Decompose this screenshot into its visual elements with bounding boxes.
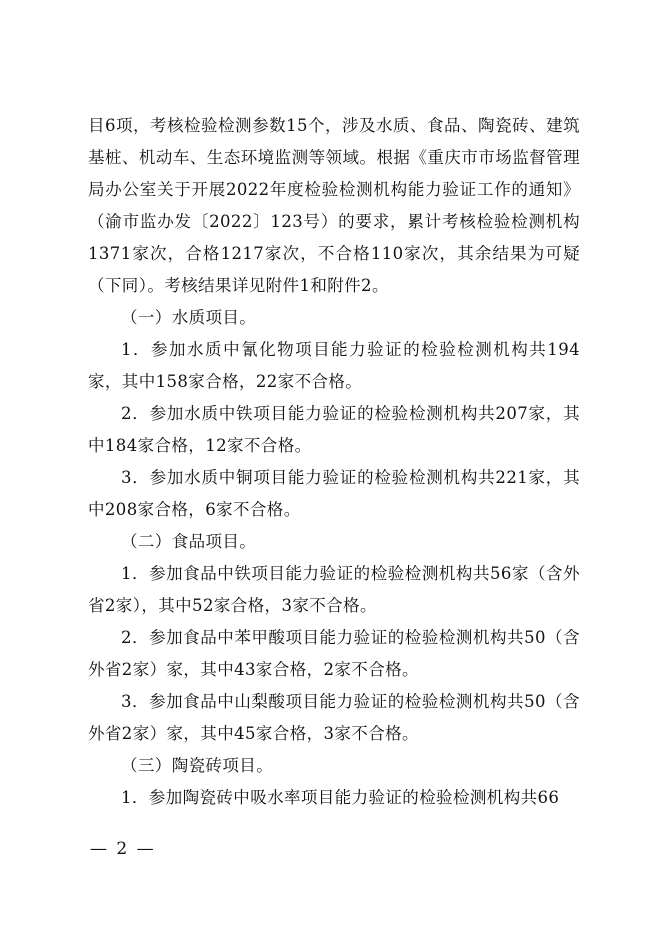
section-heading-ceramic-tile: （三）陶瓷砖项目。 [121, 756, 274, 775]
food-item-2: 2．参加食品中苯甲酸项目能力验证的检验检测机构共50（含外省2家）家，其中43家合格，2家不合格。 [88, 628, 580, 679]
water-item-1: 1．参加水质中氰化物项目能力验证的检验检测机构共194家，其中158家合格，22家不合格。 [88, 340, 580, 391]
document-body [88, 110, 580, 814]
food-item-1: 1．参加食品中铁项目能力验证的检验检测机构共56家（含外省2家），其中52家合格，3家不合格。 [88, 564, 580, 615]
food-item-3: 3．参加食品中山梨酸项目能力验证的检验检测机构共50（含外省2家）家，其中45家合格，3家不合格。 [88, 692, 580, 743]
intro-paragraph: 目6项，考核检验检测参数15个，涉及水质、食品、陶瓷砖、建筑基桩、机动车、生态环境监测等领域。根据《重庆市市场监督管理局办公室关于开展2022年度检验检测机构能力验证工作的通知》（渝市监办发〔2022〕123号）的要求，累计考核检验检测机构1371家次，合格1217家次，不合格110家次，其余结果为可疑（下同）。考核结果详见附件1和附件2。 [88, 116, 580, 295]
page-number: — 2 — [90, 839, 156, 859]
section-heading-water: （一）水质项目。 [121, 308, 257, 327]
ceramic-tile-item-1: 1．参加陶瓷砖中吸水率项目能力验证的检验检测机构共66 [121, 788, 560, 807]
section-heading-food: （二）食品项目。 [121, 532, 257, 551]
water-item-2: 2．参加水质中铁项目能力验证的检验检测机构共207家，其中184家合格，12家不合格。 [88, 404, 580, 455]
water-item-3: 3．参加水质中铜项目能力验证的检验检测机构共221家，其中208家合格，6家不合格。 [88, 468, 580, 519]
